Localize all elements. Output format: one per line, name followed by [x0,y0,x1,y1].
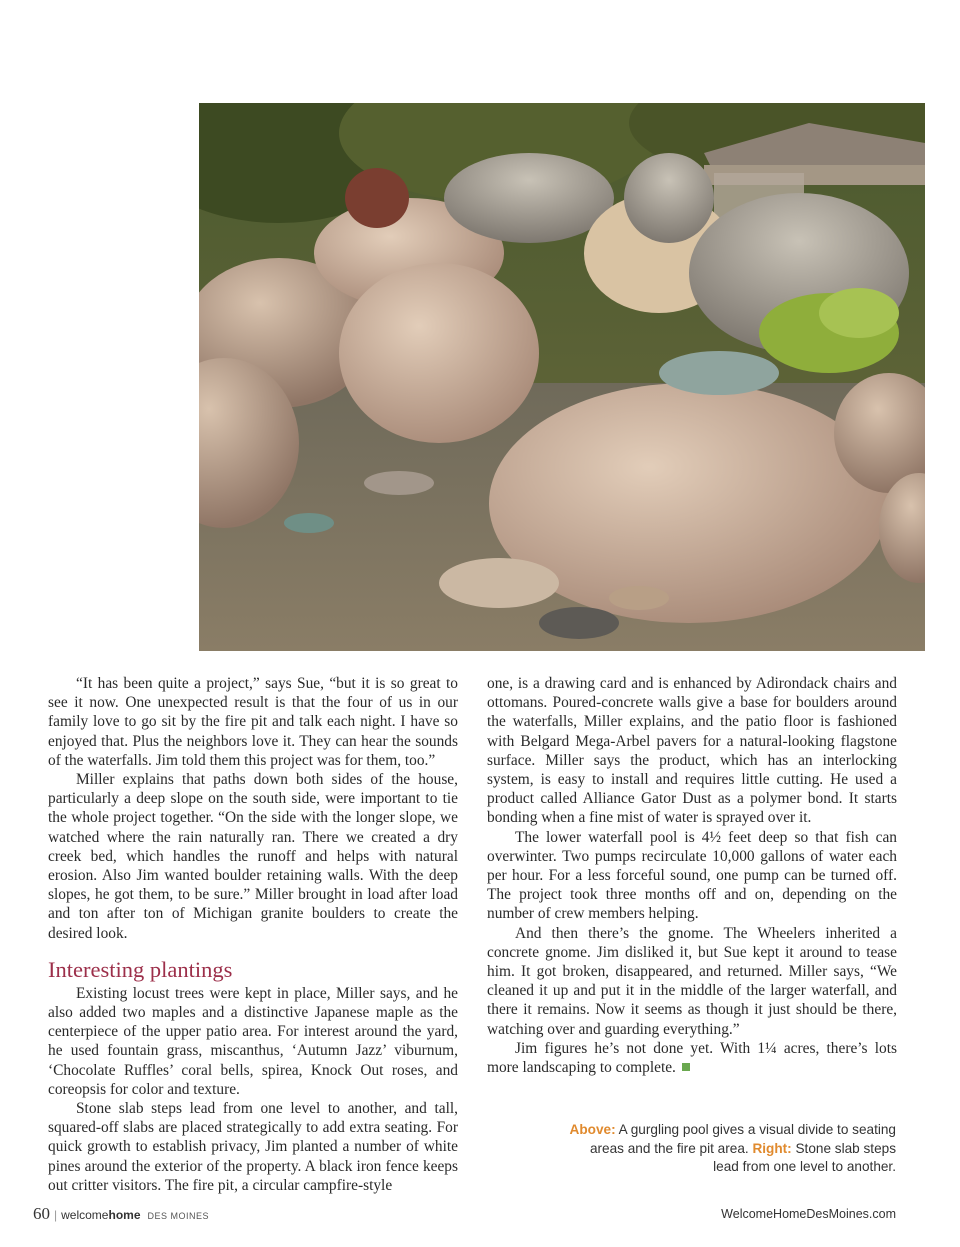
caption-label-above: Above: [569,1122,616,1137]
photo-caption [566,1121,896,1177]
brand-part-welcome: welcome [61,1208,109,1222]
page-number: 60 [33,1204,50,1223]
paragraph-text: Jim figures he’s not done yet. With 1¼ acres, there’s lots more landscaping to complete. [487,1039,897,1077]
brand-city: DES MOINES [147,1211,210,1221]
photo-illustration [199,103,925,651]
caption-text-above: A gurgling pool gives a visual divide to seating areas and the fire pit area. [589,1122,896,1156]
paragraph: Miller explains that paths down both sides of the house, particularly a deep slope on the south side, were important to tie the whole project together. “On the side with the longer slope, we watched where the rain naturally ran. There we created a dry creek bed, which handles the runoff and helps with natural erosion. Also Jim wanted boulder retaining walls. With the deep slopes, he got them, to be sure.” Miller brought in load after load and ton after ton of Michigan granite boulders to create the desired look. [48,771,458,942]
section-heading: Interesting plantings [48,956,233,982]
caption-text-right: Stone slab steps lead from one level to another. [713,1140,896,1174]
paragraph-last [487,1039,897,1077]
end-mark-icon [682,1063,690,1071]
caption-label-right: Right: [752,1140,792,1156]
paragraph: And then there’s the gnome. The Wheelers inherited a concrete gnome. Jim disliked it, but Sue kept it around to tease him. It got broken, disappeared, and returned. Miller says, “We cleaned it up and put it in the middle of the larger waterfall, and there it remains. Now it seems as though it just should be there, watching over and guarding everything.” [487,924,897,1038]
article-column-left [48,674,458,1195]
paragraph: Stone slab steps lead from one level to another, and tall, squared-off slabs are placed strategically to add extra seating. For quick growth to establish privacy, Jim planted a number of white pines around the exterior of the property. A black iron fence keeps out critter visitors. The fire pit, a circular campfire-style [48,1100,458,1194]
paragraph: one, is a drawing card and is enhanced by Adirondack chairs and ottomans. Poured-concrete walls give a base for boulders around the waterfalls, Miller explains, and the patio floor is fashioned with Belgard Mega-Arbel pavers for a natural-looking flagstone surface. Miller says the product, which has an interlocking system, is easy to install and requires little cutting. He used a product called Alliance Gator Dust as a polymer bond. It starts bonding when a fine mist of water is sprayed over it. [487,675,897,827]
magazine-brand [61,1208,140,1222]
paragraph: “It has been quite a project,” says Sue, “but it is so great to see it now. One unexpected result is that the four of us in our family love to go sit by the fire pit and talk each night. I have so enjoyed that. Plus the neighbors love it. They can hear the sounds of the waterfalls. Jim told them this project was for them, too.” [48,675,458,769]
footer-separator: | [54,1208,58,1222]
footer-url: WelcomeHomeDesMoines.com [721,1207,896,1221]
garden-waterfall-photo [199,103,925,651]
paragraph: The lower waterfall pool is 4½ feet deep so that fish can overwinter. Two pumps recirculate 10,000 gallons of water each per hour. For a less forceful sound, one pump can be turned off. The project took three months off and on, depending on the number of crew members helping. [487,828,897,923]
article-column-right [487,674,897,1077]
brand-part-home: home [108,1208,141,1222]
paragraph: Existing locust trees were kept in place, Miller says, and he also added two maples and a distinctive Japanese maple as the centerpiece of the upper patio area. For interest around the yard, he used fountain grass, miscanthus, ‘Autumn Jazz’ viburnum, ‘Chocolate Ruffles’ coral bells, spirea, Knock Out roses, and coreopsis for color and texture. [48,984,458,1098]
footer-folio [33,1204,209,1224]
